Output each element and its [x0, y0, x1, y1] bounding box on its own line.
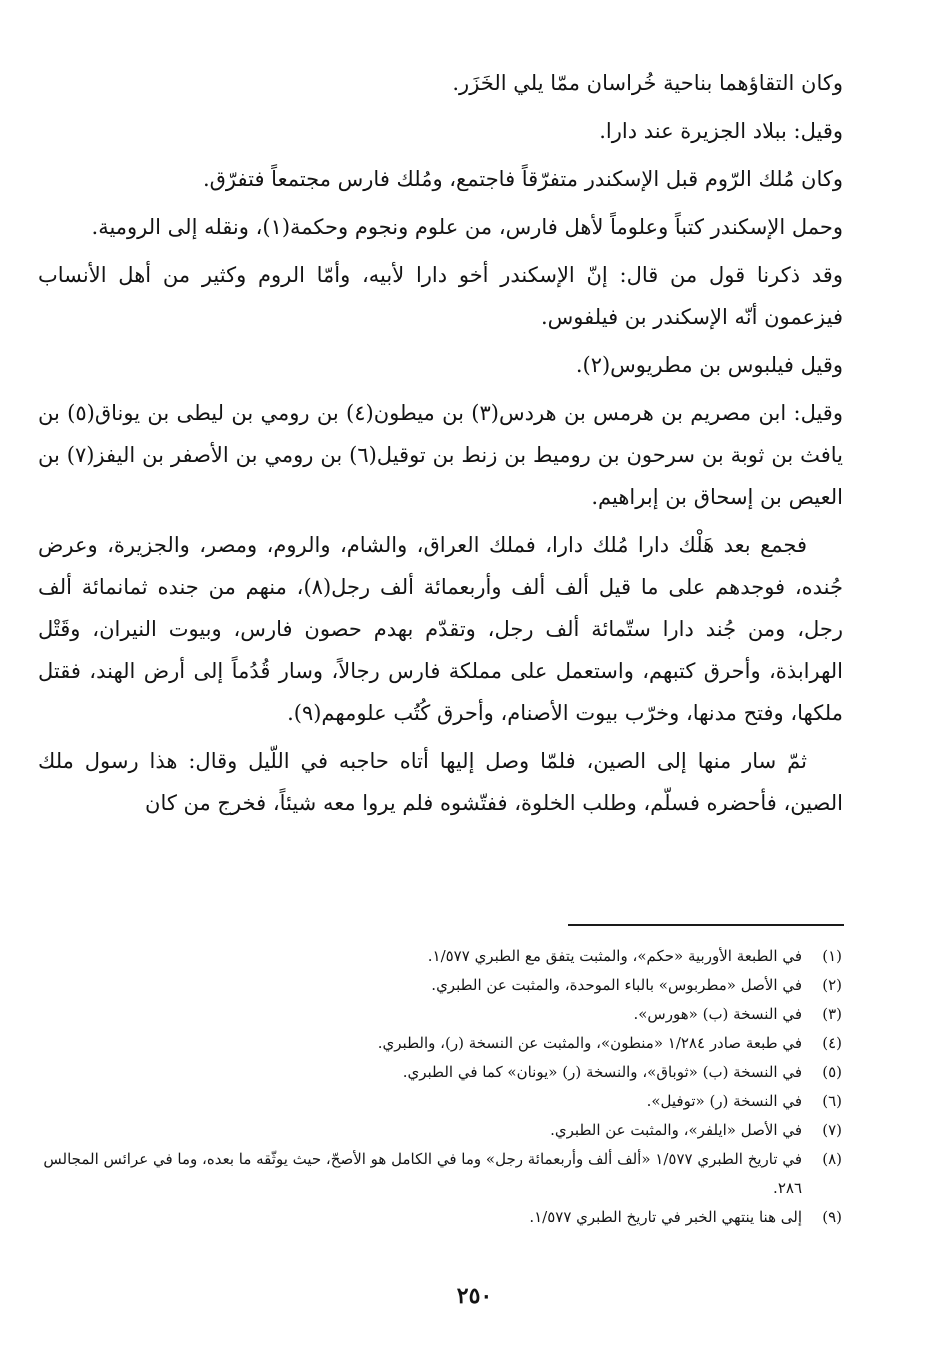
footnote: [30, 1116, 842, 1145]
footnote: [30, 971, 842, 1000]
footnote-number: (٤): [822, 1034, 842, 1052]
footnote: [30, 1087, 842, 1116]
footnote-text: في الأصل «مطربوس» بالباء الموحدة، والمثبت عن الطبري.: [431, 976, 802, 994]
footnote-number: (٢): [822, 976, 842, 994]
footnote-text: في تاريخ الطبري ١/٥٧٧ «ألف ألف وأربعمائة رجل» وما في الكامل هو الأصحّ، حيث يوثّقه ما بعده، وما في عرائس المجالس ٢٨٦.: [43, 1150, 802, 1197]
paragraph: وقيل فيلبوس بن مطريوس(٢).: [575, 353, 843, 377]
footnote: [30, 1058, 842, 1087]
page-number: ٢٥٠: [456, 1283, 493, 1309]
footnote: [30, 1203, 842, 1232]
paragraph: وكان التقاؤهما بناحية خُراسان ممّا يلي الخَزَر.: [452, 71, 843, 95]
paragraph: وحمل الإسكندر كتباً وعلوماً لأهل فارس، من علوم ونجوم وحكمة(١)، ونقله إلى الرومية.: [91, 215, 843, 239]
paragraph: وقيل: ابن مصريم بن هرمس بن هردس(٣) بن ميطون(٤) بن رومي بن ليطى بن يوناق(٥) بن يافث بن ثوبة بن سرحون بن روميط بن زنط بن توقيل(٦) بن رومي بن الأصفر بن اليفز(٧) بن العيص بن إسحاق بن إبراهيم.: [38, 401, 843, 509]
footnote-number: (٥): [822, 1063, 842, 1081]
main-text-body: [38, 62, 843, 830]
footnote-number: (٣): [822, 1005, 842, 1023]
footnote-text: في النسخة (ب) «هورس».: [633, 1005, 802, 1023]
paragraph: فجمع بعد هَلْك دارا مُلك دارا، فملك العراق، والشام، والروم، ومصر، والجزيرة، وعرض جُنده، فوجدهم على ما قيل ألف ألف وأربعمائة ألف رجل(٨)، منهم من جنده ثمانمائة ألف رجل، ومن جُند دارا ستّمائة ألف رجل، وتقدّم بهدم حصون فارس، وبيوت النيران، وقَتْل الهرابذة، وأحرق كتبهم، واستعمل على مملكة فارس رجالاً، وسار قُدُماً إلى أرض الهند، فقتل ملكها، وفتح مدنها، وخرّب بيوت الأصنام، وأحرق كُتُب علومهم(٩).: [38, 533, 844, 725]
footnote-separator: [568, 924, 844, 926]
footnote-text: في طبعة صادر ١/٢٨٤ «منطون»، والمثبت عن النسخة (ر)، والطبري.: [377, 1034, 802, 1052]
footnote-number: (٧): [822, 1121, 842, 1139]
footnote-number: (١): [822, 947, 842, 965]
footnote-text: في الأصل «ايلفر»، والمثبت عن الطبري.: [550, 1121, 802, 1139]
footnote-number: (٩): [822, 1208, 842, 1226]
paragraph: وقيل: ببلاد الجزيرة عند دارا.: [599, 119, 843, 143]
footnote-text: في النسخة (ب) «ثوباق»، والنسخة (ر) «يونان» كما في الطبري.: [402, 1063, 802, 1081]
footnote: [30, 1029, 842, 1058]
paragraph: وكان مُلك الرّوم قبل الإسكندر متفرّقاً فاجتمع، ومُلك فارس مجتمعاً فتفرّق.: [202, 167, 843, 191]
footnote-number: (٦): [822, 1092, 842, 1110]
footnotes-section: [30, 942, 842, 1232]
footnote-text: في النسخة (ر) «توفيل».: [646, 1092, 802, 1110]
footnote-number: (٨): [822, 1150, 842, 1168]
footnote-text: إلى هنا ينتهي الخبر في تاريخ الطبري ١/٥٧٧.: [529, 1208, 802, 1226]
footnote: [30, 1145, 842, 1203]
paragraph: وقد ذكرنا قول من قال: إنّ الإسكندر أخو دارا لأبيه، وأمّا الروم وكثير من أهل الأنساب فيزعمون أنّه الإسكندر بن فيلفوس.: [38, 263, 843, 329]
footnote: [30, 1000, 842, 1029]
paragraph: ثمّ سار منها إلى الصين، فلمّا وصل إليها أتاه حاجبه في اللّيل وقال: هذا رسول ملك الصين، فأحضره فسلّم، وطلب الخلوة، ففتّشوه فلم يروا معه شيئاً، فخرج من كان: [38, 749, 843, 815]
footnote-text: في الطبعة الأوربية «حكم»، والمثبت يتفق مع الطبري ١/٥٧٧.: [427, 947, 802, 965]
footnote: [30, 942, 842, 971]
